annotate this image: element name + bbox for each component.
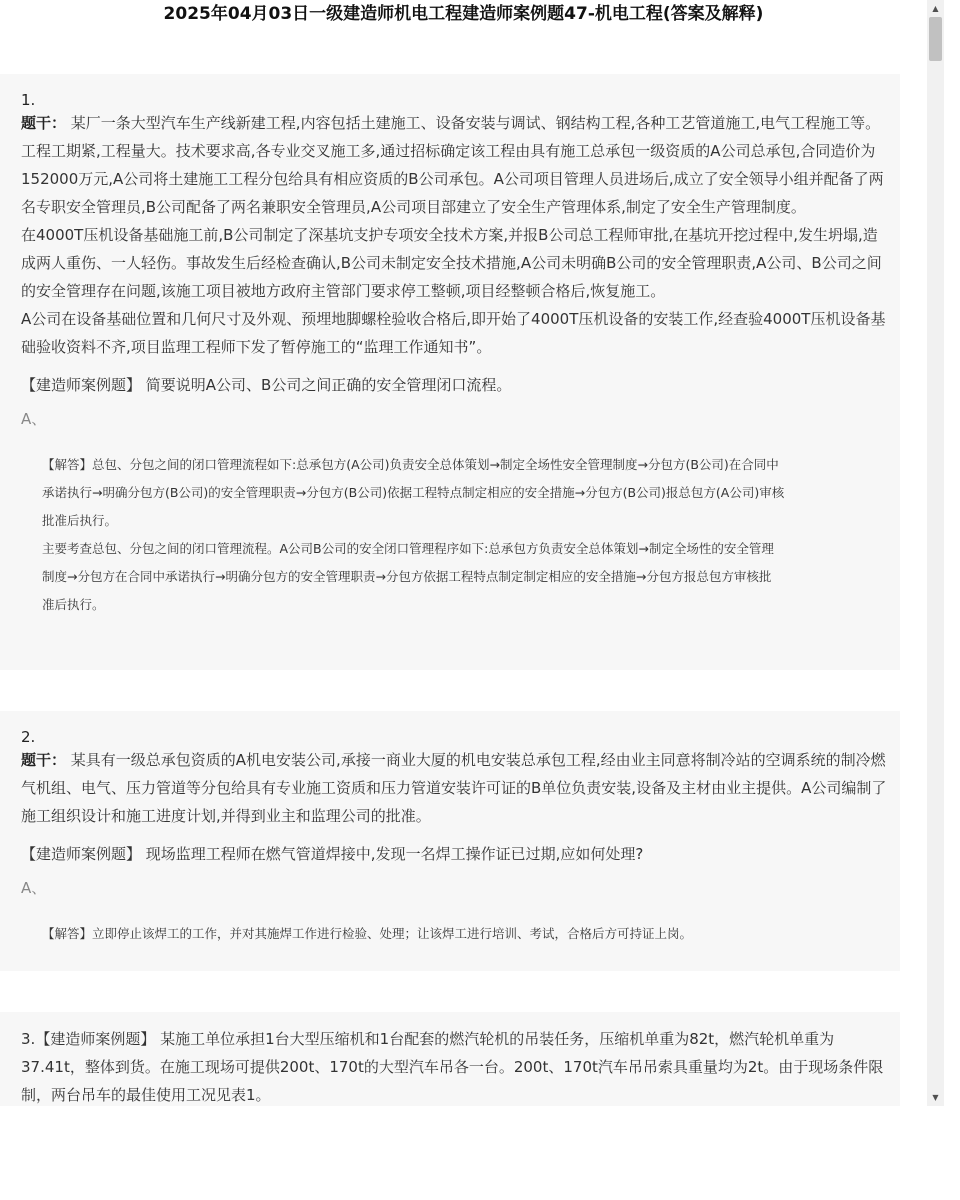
question-number: 3.	[21, 1030, 36, 1048]
question-stem-paragraph	[21, 1012, 888, 1106]
scrollbar-thumb[interactable]	[929, 17, 942, 61]
question-number: 2.	[21, 728, 36, 746]
stem-label: 题干：	[21, 751, 67, 769]
answer-line: 主要考查总包、分包之间的闭口管理流程。A公司B公司的安全闭口管理程序如下:总承包方负责安全总体策划→制定全场性的安全管理	[42, 541, 774, 556]
answer-option: A、	[21, 879, 47, 897]
prompt-text: 现场监理工程师在燃气管道焊接中,发现一名焊工操作证已过期,应如何处理?	[145, 845, 644, 863]
question-stem-paragraph	[21, 109, 888, 221]
answer-explanation	[21, 451, 888, 619]
scroll-up-icon[interactable]: ▲	[932, 4, 939, 13]
question-stem-paragraph: A公司在设备基础位置和几何尺寸及外观、预埋地脚螺栓验收合格后,即开始了4000T压机设备的安装工作,经查验4000T压机设备基础验收资料不齐,项目监理工程师下发了暂停施工的“监理工作通知书”。	[21, 310, 886, 356]
question-stem-paragraph: 在4000T压机设备基础施工前,B公司制定了深基坑支护专项安全技术方案,并报B公司总工程师审批,在基坑开挖过程中,发生坍塌,造成两人重伤、一人轻伤。事故发生后经检查确认,B公司未制定安全技术措施,A公司未明确B公司的安全管理职责,A公司、B公司之间的安全管理存在问题,该施工项目被地方政府主管部门要求停工整顿,项目经整顿合格后,恢复施工。	[21, 226, 882, 300]
answer-line: 批准后执行。	[42, 513, 118, 528]
question-card-2	[0, 711, 900, 971]
prompt-label: 【建造师案例题】	[21, 845, 142, 863]
answer-explanation	[21, 920, 888, 948]
answer-line: 承诺执行→明确分包方(B公司)的安全管理职责→分包方(B公司)依据工程特点制定相应的安全措施→分包方(B公司)报总包方(A公司)审核	[42, 485, 785, 500]
prompt-text: 简要说明A公司、B公司之间正确的安全管理闭口流程。	[145, 376, 512, 394]
prompt-label: 【建造师案例题】	[21, 376, 142, 394]
question-card-1	[0, 74, 900, 670]
stem-text: 某厂一条大型汽车生产线新建工程,内容包括土建施工、设备安装与调试、钢结构工程,各种工艺管道施工,电气工程施工等。工程工期紧,工程量大。技术要求高,各专业交叉施工多,通过招标确定该工程由具有施工总承包一级资质的A公司总承包,合同造价为152000万元,A公司将土建施工工程分包给具有相应资质的B公司承包。A公司项目管理人员进场后,成立了安全领导小组并配备了两名专职安全管理员,B公司配备了两名兼职安全管理员,A公司项目部建立了安全生产管理体系,制定了安全生产管理制度。	[21, 114, 884, 216]
vertical-scrollbar[interactable]	[927, 0, 944, 1106]
question-card-3	[0, 1012, 900, 1106]
stem-text: 某施工单位承担1台大型压缩机和1台配套的燃汽轮机的吊装任务，压缩机单重为82t，燃汽轮机单重为37.41t，整体到货。在施工现场可提供200t、170t的大型汽车吊各一台。200t、170t汽车吊吊索具重量均为2t。由于现场条件限制，两台吊车的最佳使用工况见表1。	[21, 1030, 884, 1104]
answer-line: 准后执行。	[42, 597, 105, 612]
scroll-down-icon[interactable]: ▼	[932, 1093, 939, 1102]
question-prompt	[21, 842, 888, 866]
answer-option: A、	[21, 410, 47, 428]
answer-line: 制度→分包方在合同中承诺执行→明确分包方的安全管理职责→分包方依据工程特点制定制定相应的安全措施→分包方报总包方审核批	[42, 569, 772, 584]
question-prompt	[21, 373, 888, 397]
stem-label: 题干：	[21, 114, 67, 132]
stem-text: 某具有一级总承包资质的A机电安装公司,承接一商业大厦的机电安装总承包工程,经由业主同意将制冷站的空调系统的制冷燃气机组、电气、压力管道等分包给具有专业施工资质和压力管道安装许可证的B单位负责安装,设备及主材由业主提供。A公司编制了施工组织设计和施工进度计划,并得到业主和监理公司的批准。	[21, 751, 887, 825]
prompt-label: 【建造师案例题】	[35, 1030, 156, 1048]
answer-line: 【解答】立即停止该焊工的工作，并对其施焊工作进行检验、处理；让该焊工进行培训、考试，合格后方可持证上岗。	[42, 926, 693, 941]
question-number: 1.	[21, 91, 36, 109]
page-title: 2025年04月03日一级建造师机电工程建造师案例题47-机电工程(答案及解释)	[163, 4, 764, 24]
answer-line: 【解答】总包、分包之间的闭口管理流程如下:总承包方(A公司)负责安全总体策划→制定全场性安全管理制度→分包方(B公司)在合同中	[42, 457, 779, 472]
question-stem-paragraph	[21, 746, 888, 830]
